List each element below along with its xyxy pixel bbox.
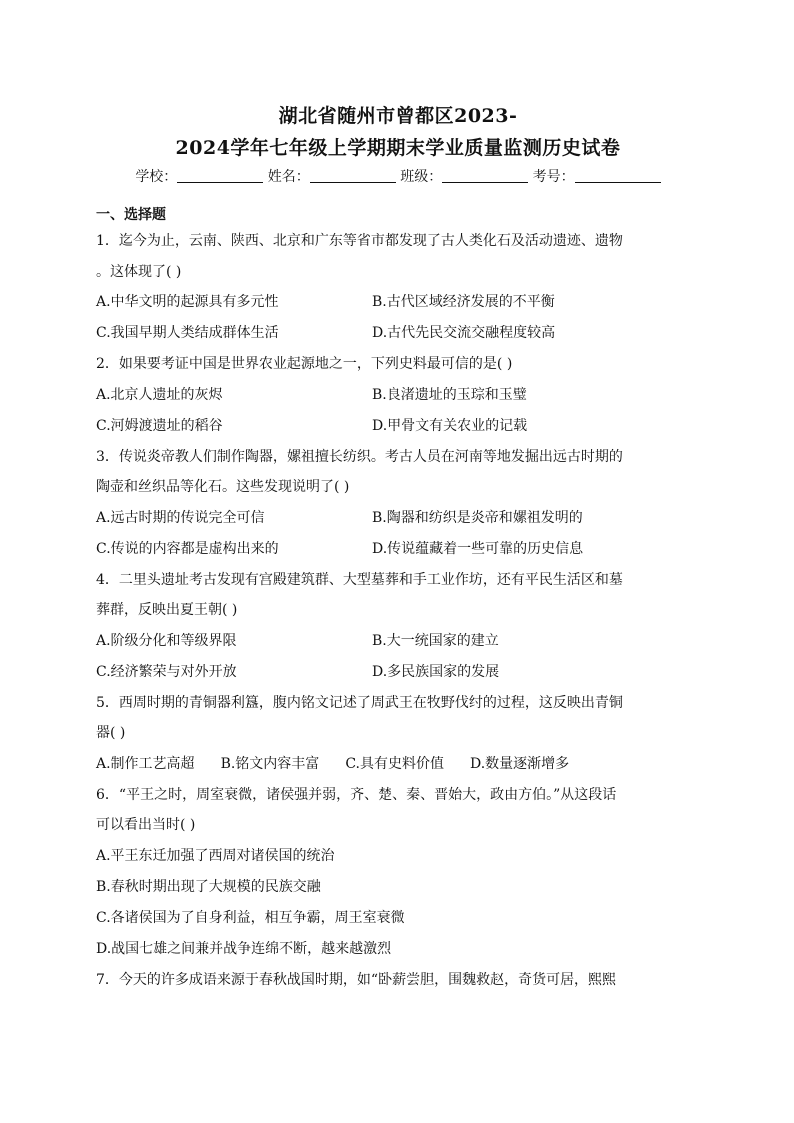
option-d[interactable]: D.战国七雄之间兼并战争连绵不断，越来越激烈	[96, 940, 392, 957]
option-d[interactable]: D.甲骨文有关农业的记载	[372, 417, 528, 434]
name-field[interactable]	[310, 168, 396, 183]
school-field[interactable]	[177, 168, 263, 183]
option-a[interactable]: A.远古时期的传说完全可信	[96, 509, 265, 526]
question	[96, 780, 700, 965]
number-field[interactable]	[575, 168, 661, 183]
option-b[interactable]: B.大一统国家的建立	[372, 632, 499, 649]
question-text: 葬群，反映出夏王朝( )	[96, 602, 238, 618]
question	[96, 442, 700, 565]
option-d[interactable]: D.古代先民交流交融程度较高	[372, 325, 556, 341]
question-text: 1．迄今为止，云南、陕西、北京和广东等省市都发现了古人类化石及活动遗迹、遗物	[96, 233, 623, 249]
options	[96, 626, 700, 688]
option-c[interactable]: C.传说的内容都是虚构出来的	[96, 540, 279, 557]
student-info-row	[96, 166, 700, 188]
question	[96, 688, 700, 780]
title-line-1: 湖北省随州市曾都区2023-	[278, 105, 518, 127]
option-a[interactable]: A.制作工艺高超	[96, 755, 195, 772]
option-b[interactable]: B.铭文内容丰富	[220, 755, 320, 772]
option-d[interactable]: D.传说蕴藏着一些可靠的历史信息	[372, 540, 584, 557]
option-c[interactable]: C.河姆渡遗址的稻谷	[96, 417, 223, 434]
option-a[interactable]: A.平王东迁加强了西周对诸侯国的统治	[96, 847, 335, 864]
class-label: 班级：	[400, 169, 443, 185]
option-b[interactable]: B.良渚遗址的玉琮和玉璧	[372, 386, 527, 403]
options	[96, 749, 700, 780]
question	[96, 565, 700, 688]
question-text: 器( )	[96, 725, 126, 741]
section-heading: 一、选择题	[96, 207, 166, 223]
options	[96, 380, 700, 442]
option-a[interactable]: A.北京人遗址的灰烬	[96, 386, 223, 403]
school-label: 学校：	[135, 169, 178, 185]
option-b[interactable]: B.春秋时期出现了大规模的民族交融	[96, 878, 321, 895]
exam-title	[96, 100, 700, 164]
question-text: 3．传说炎帝教人们制作陶器，嫘祖擅长纺织。考古人员在河南等地发掘出远古时期的	[96, 448, 623, 465]
options	[96, 287, 700, 349]
question-text: 可以看出当时( )	[96, 817, 196, 833]
option-c[interactable]: C.具有史料价值	[345, 755, 444, 772]
option-d[interactable]: D.数量逐渐增多	[469, 755, 570, 772]
option-b[interactable]: B.陶器和纺织是炎帝和嫘祖发明的	[372, 509, 583, 526]
question-text: 6．“平王之时，周室衰微，诸侯强并弱，齐、楚、秦、晋始大，政由方伯。”从这段话	[96, 786, 617, 803]
question-text: 陶壶和丝织品等化石。这些发现说明了( )	[96, 479, 350, 495]
option-c[interactable]: C.经济繁荣与对外开放	[96, 663, 237, 680]
exam-page	[96, 100, 700, 995]
option-c[interactable]: C.各诸侯国为了自身利益，相互争霸，周王室衰微	[96, 909, 405, 926]
question-text: 4．二里头遗址考古发现有宫殿建筑群、大型墓葬和手工业作坊，还有平民生活区和墓	[96, 571, 623, 588]
question	[96, 965, 700, 996]
question-text: 5．西周时期的青铜器利簋，腹内铭文记述了周武王在牧野伐纣的过程，这反映出青铜	[96, 694, 623, 711]
options	[96, 503, 700, 565]
title-line-2: 2024学年七年级上学期期末学业质量监测历史试卷	[175, 137, 621, 159]
option-a[interactable]: A.阶级分化和等级界限	[96, 632, 237, 649]
question	[96, 349, 700, 442]
option-d[interactable]: D.多民族国家的发展	[372, 663, 500, 680]
name-label: 姓名：	[267, 169, 310, 185]
question-text: 。这体现了( )	[96, 263, 182, 280]
question-text: 7．今天的许多成语来源于春秋战国时期，如“卧薪尝胆，围魏救赵，奇货可居，熙熙	[96, 971, 617, 988]
number-label: 考号：	[532, 169, 575, 185]
option-a[interactable]: A.中华文明的起源具有多元性	[96, 294, 279, 310]
question-text: 2．如果要考证中国是世界农业起源地之一，下列史料最可信的是( )	[96, 356, 513, 372]
option-b[interactable]: B.古代区域经济发展的不平衡	[372, 294, 555, 310]
question	[96, 226, 700, 349]
class-field[interactable]	[442, 168, 528, 183]
option-c[interactable]: C.我国早期人类结成群体生活	[96, 325, 279, 341]
